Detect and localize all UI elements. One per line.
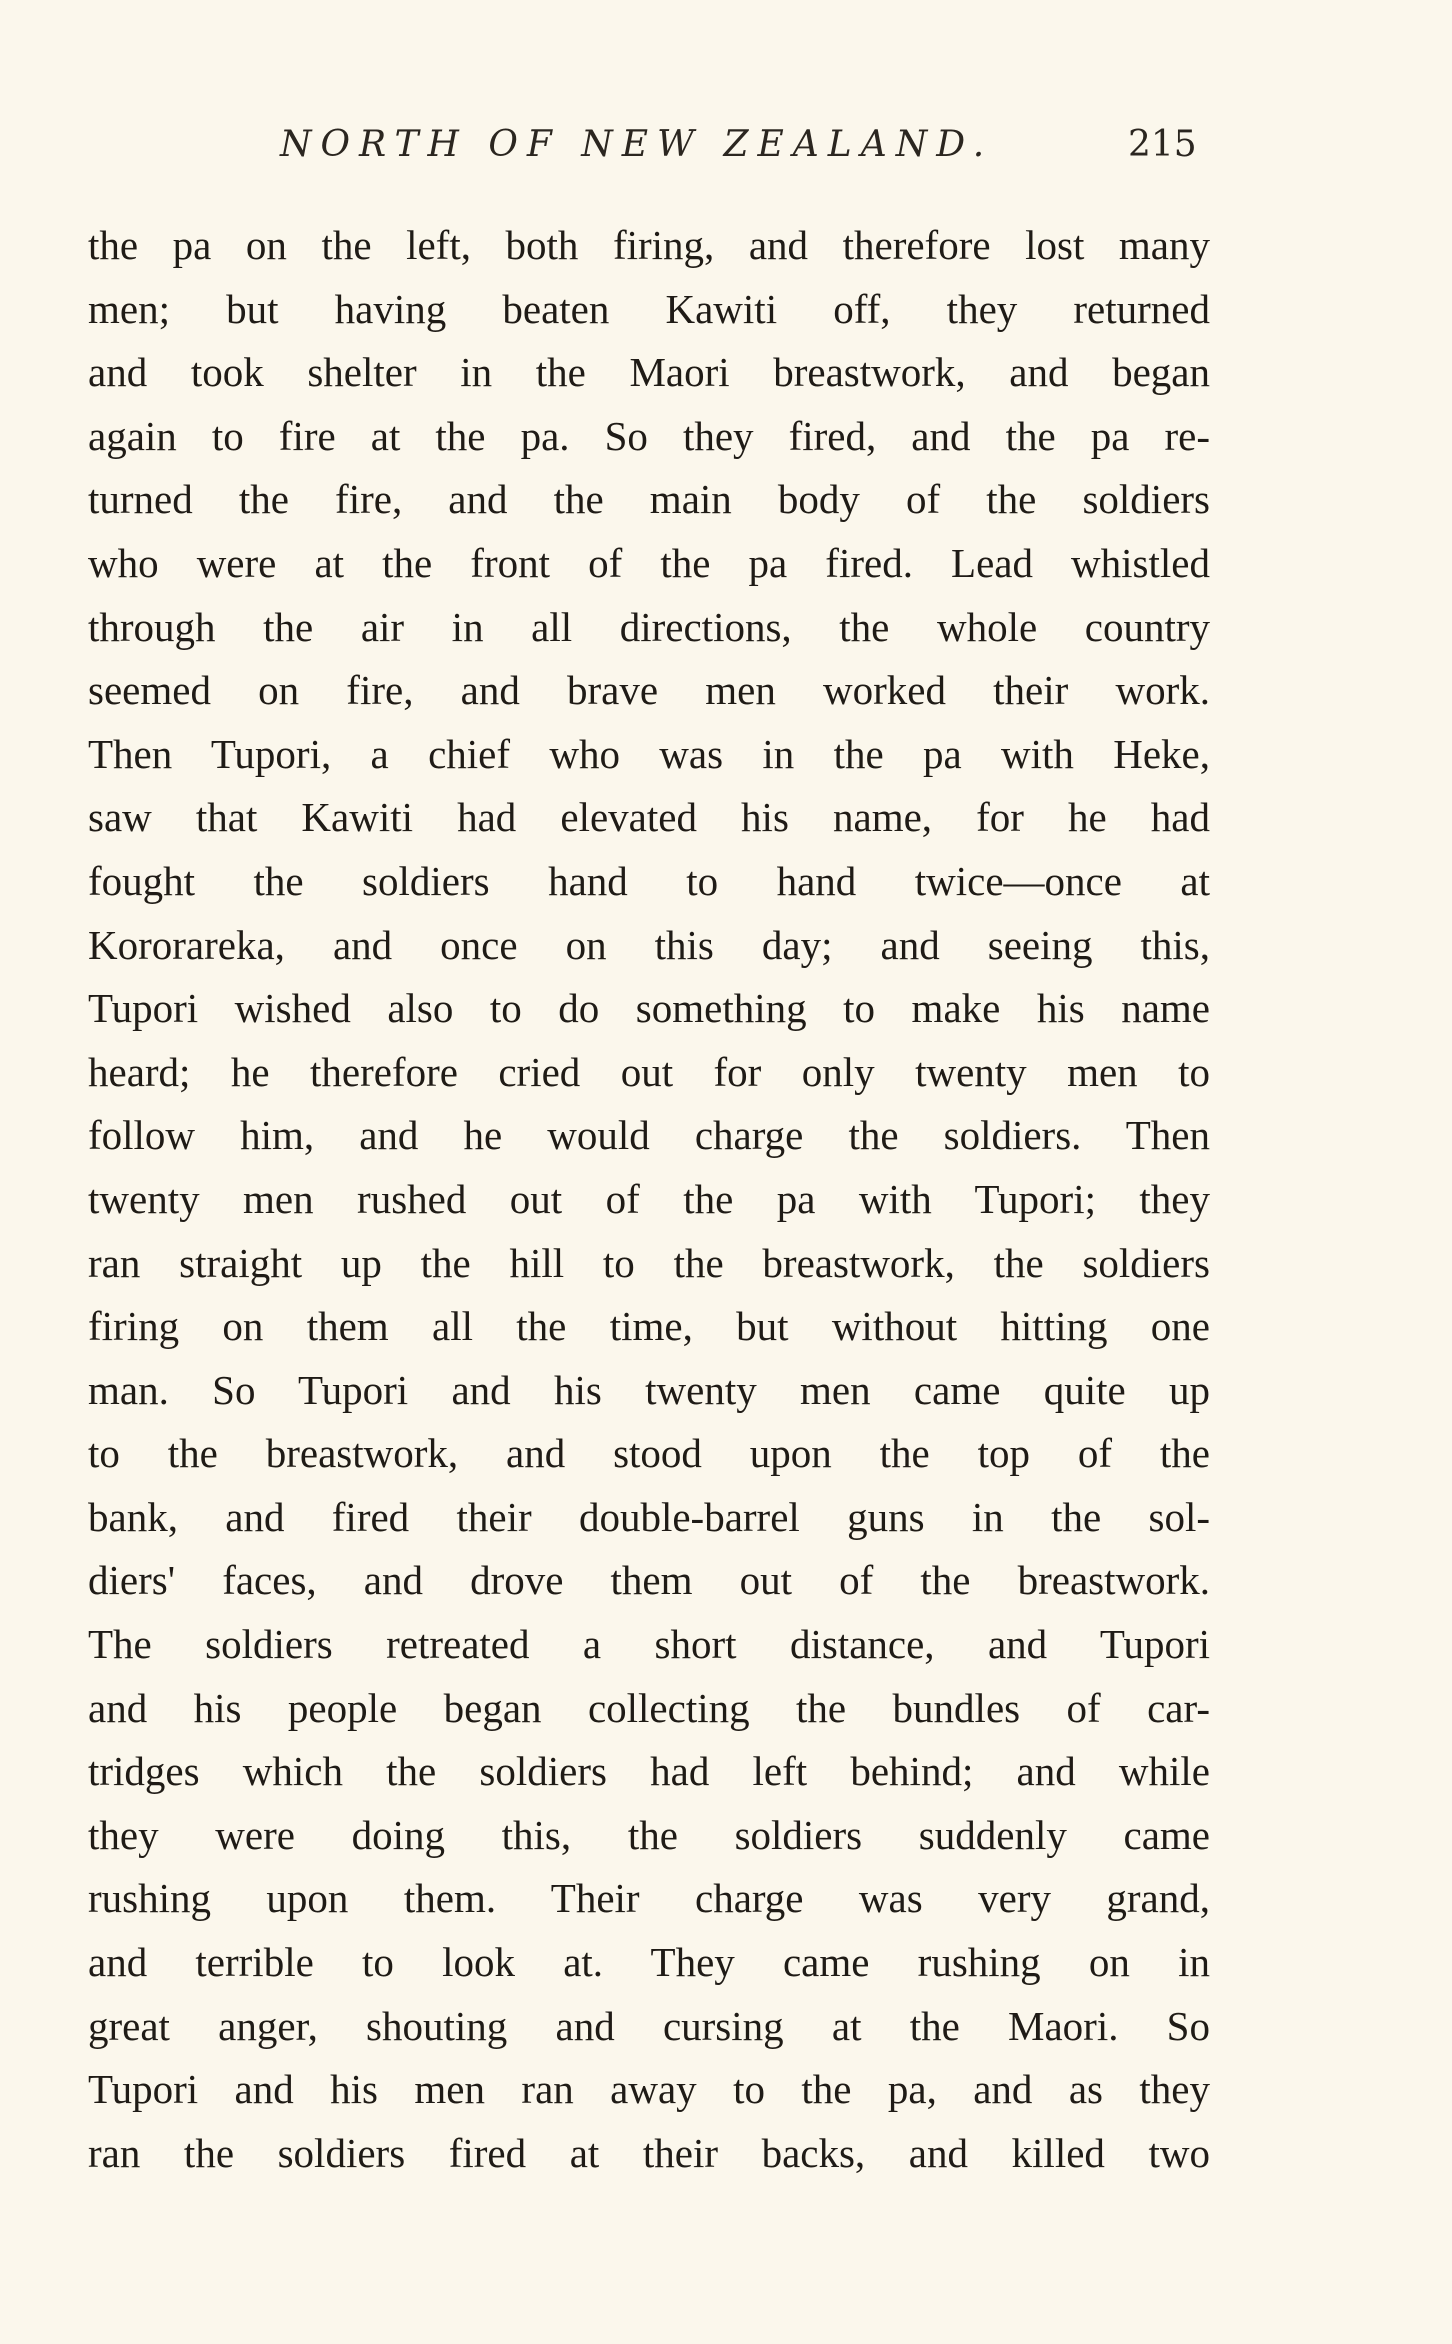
text-line: the pa on the left, both firing, and therefore lost many — [88, 222, 1210, 268]
text-line: follow him, and he would charge the soldiers. Then — [88, 1112, 1210, 1159]
text-line: man. So Tupori and his twenty men came quite up — [88, 1366, 1210, 1413]
text-line: great anger, shouting and cursing at the Maori. So — [88, 2002, 1210, 2049]
text-line: heard; he therefore cried out for only twenty men to — [88, 1048, 1210, 1095]
text-line: diers' faces, and drove them out of the breastwork. — [88, 1557, 1210, 1604]
text-line: they were doing this, the soldiers suddenly came — [88, 1811, 1210, 1858]
text-line: rushing upon them. Their charge was very grand, — [88, 1875, 1210, 1922]
text-line: Kororareka, and once on this day; and seeing this, — [88, 921, 1210, 968]
body-text — [88, 214, 1210, 2185]
text-line: ran straight up the hill to the breastwork, the soldiers — [88, 1239, 1210, 1286]
text-line: fought the soldiers hand to hand twice—once at — [88, 857, 1210, 904]
text-line: Then Tupori, a chief who was in the pa with Heke, — [88, 730, 1210, 777]
running-title: NORTH OF NEW ZEALAND. — [280, 124, 994, 165]
text-line: who were at the front of the pa fired. Lead whistled — [88, 539, 1210, 586]
text-line: through the air in all directions, the whole country — [88, 603, 1210, 650]
text-line: seemed on fire, and brave men worked their work. — [88, 667, 1210, 714]
text-line: tridges which the soldiers had left behind; and while — [88, 1748, 1210, 1795]
text-line: again to fire at the pa. So they fired, and the pa re- — [88, 412, 1210, 459]
text-line: firing on them all the time, but without hitting one — [88, 1303, 1210, 1350]
text-line: Tupori and his men ran away to the pa, and as they — [88, 2066, 1210, 2113]
text-line: to the breastwork, and stood upon the top of the — [88, 1430, 1210, 1477]
page-number: 215 — [1128, 124, 1197, 165]
text-line: and his people began collecting the bundles of car- — [88, 1684, 1210, 1731]
text-line: men; but having beaten Kawiti off, they returned — [88, 285, 1210, 332]
text-line: twenty men rushed out of the pa with Tupori; they — [88, 1175, 1210, 1222]
text-line: and terrible to look at. They came rushing on in — [88, 1939, 1210, 1986]
text-line: ran the soldiers fired at their backs, and killed two — [88, 2129, 1210, 2176]
running-head — [0, 124, 1452, 184]
text-line: turned the fire, and the main body of the soldiers — [88, 476, 1210, 523]
text-line: The soldiers retreated a short distance, and Tupori — [88, 1621, 1210, 1668]
text-line: saw that Kawiti had elevated his name, for he had — [88, 794, 1210, 841]
text-line: bank, and fired their double-barrel guns in the sol- — [88, 1493, 1210, 1540]
text-line: Tupori wished also to do something to make his name — [88, 985, 1210, 1032]
text-line: and took shelter in the Maori breastwork, and began — [88, 349, 1210, 396]
